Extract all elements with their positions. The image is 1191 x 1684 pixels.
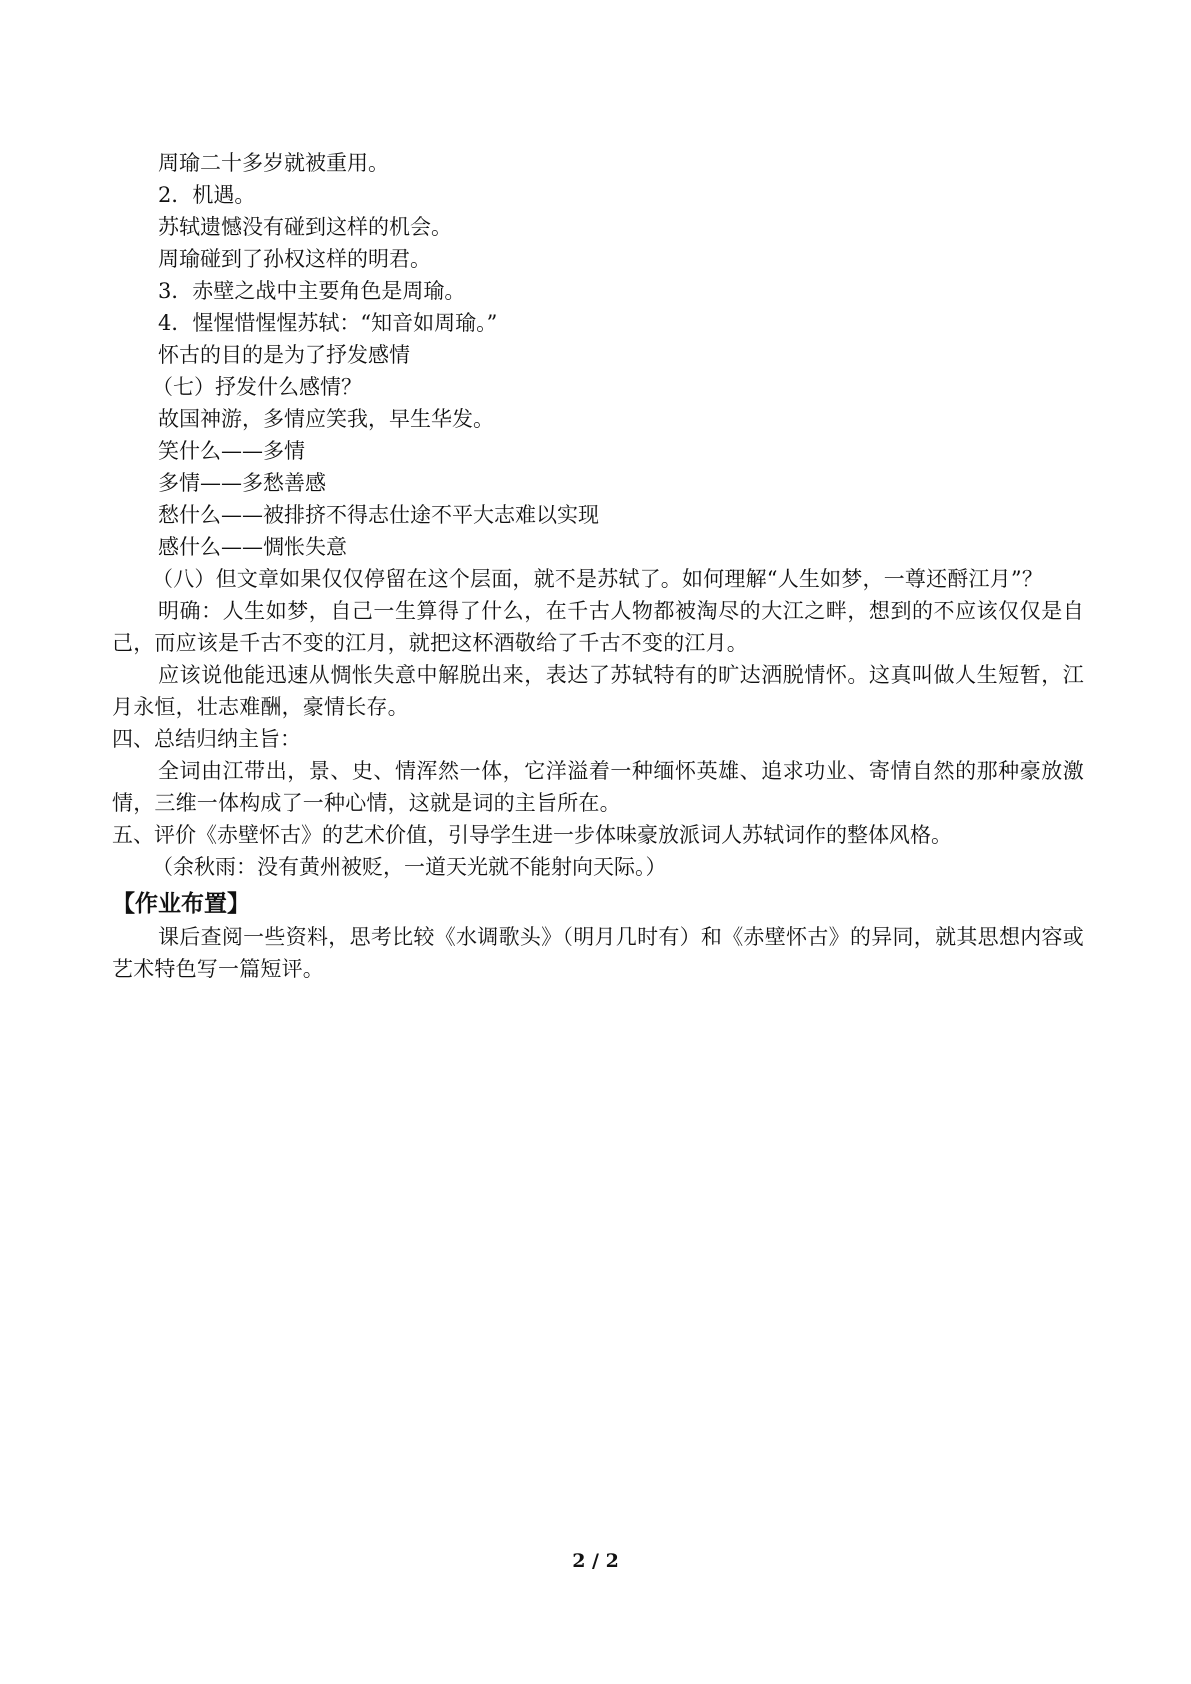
paragraph: 明确：人生如梦，自己一生算得了什么，在千古人物都被淘尽的大江之畔，想到的不应该仅仅是自己，而应该是千古不变的江月，就把这杯酒敬给了千古不变的江月。 bbox=[112, 599, 1084, 655]
text-line: 2．机遇。 bbox=[158, 183, 256, 207]
page-number: 2 / 2 bbox=[572, 1550, 619, 1572]
paragraph: 应该说他能迅速从惆怅失意中解脱出来，表达了苏轼特有的旷达洒脱情怀。这真叫做人生短暂，江月永恒，壮志难酬，豪情长存。 bbox=[112, 663, 1084, 719]
quote-line: （余秋雨：没有黄州被贬，一道天光就不能射向天际。） bbox=[152, 855, 667, 879]
paragraph: （八）但文章如果仅仅停留在这个层面，就不是苏轼了。如何理解“人生如梦，一尊还酹江月”？ bbox=[152, 567, 1044, 591]
text-line: 愁什么——被排挤不得志仕途不平大志难以实现 bbox=[158, 503, 599, 527]
text-line: 故国神游，多情应笑我，早生华发。 bbox=[158, 407, 494, 431]
text-line: 多情——多愁善感 bbox=[158, 471, 326, 495]
document-body bbox=[112, 147, 1084, 985]
text-line: 感什么——惆怅失意 bbox=[158, 535, 347, 559]
text-line: 笑什么——多情 bbox=[158, 439, 305, 463]
text-line: 3．赤壁之战中主要角色是周瑜。 bbox=[158, 279, 466, 303]
homework-title: 【作业布置】 bbox=[112, 891, 250, 917]
text-line: 周瑜碰到了孙权这样的明君。 bbox=[158, 247, 431, 271]
paragraph: 全词由江带出，景、史、情浑然一体，它洋溢着一种缅怀英雄、追求功业、寄情自然的那种豪放激情，三维一体构成了一种心情，这就是词的主旨所在。 bbox=[112, 759, 1084, 815]
text-line: 4．惺惺惜惺惺苏轼：“知音如周瑜。” bbox=[158, 311, 498, 335]
text-line: 苏轼遗憾没有碰到这样的机会。 bbox=[158, 215, 452, 239]
subsection-heading: （七）抒发什么感情？ bbox=[152, 375, 362, 399]
text-line: 怀古的目的是为了抒发感情 bbox=[158, 343, 410, 367]
text-line: 周瑜二十多岁就被重用。 bbox=[158, 151, 389, 175]
section-heading: 四、总结归纳主旨： bbox=[112, 727, 301, 751]
section-heading: 五、评价《赤壁怀古》的艺术价值，引导学生进一步体味豪放派词人苏轼词作的整体风格。 bbox=[112, 823, 952, 847]
homework-text: 课后查阅一些资料，思考比较《水调歌头》（明月几时有）和《赤壁怀古》的异同，就其思想内容或艺术特色写一篇短评。 bbox=[112, 925, 1084, 981]
